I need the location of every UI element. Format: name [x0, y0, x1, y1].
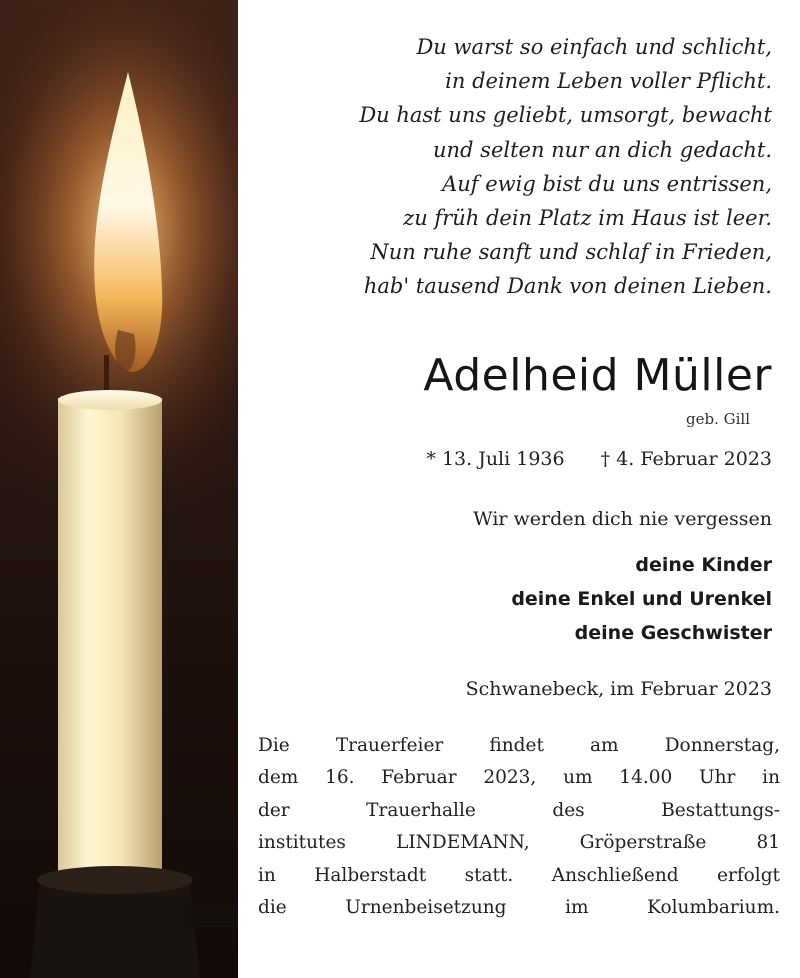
- notice-line: der Trauerhalle des Bestattungs-: [258, 799, 780, 821]
- candle-icon: [0, 0, 238, 978]
- poem-line: Nun ruhe sanft und schlaf in Frieden,: [370, 240, 772, 265]
- poem-line: zu früh dein Platz im Haus ist leer.: [403, 206, 772, 231]
- poem-line: Du hast uns geliebt, umsorgt, bewacht: [359, 103, 772, 128]
- funeral-notice: [258, 730, 780, 924]
- poem-line: und selten nur an dich gedacht.: [433, 137, 772, 162]
- birth-date: * 13. Juli 1936: [426, 448, 565, 470]
- candle-photo: [0, 0, 238, 978]
- place-date: Schwanebeck, im Februar 2023: [465, 678, 772, 700]
- obituary-text: [250, 0, 780, 978]
- notice-line: dem 16. Februar 2023, um 14.00 Uhr in: [258, 767, 780, 789]
- poem-line: Auf ewig bist du uns entrissen,: [442, 171, 772, 196]
- notice-line: die Urnenbeisetzung im Kolumbarium.: [258, 897, 780, 919]
- memory-line: Wir werden dich nie vergessen: [473, 508, 772, 530]
- notice-line: in Halberstadt statt. Anschließend erfolgt: [258, 864, 780, 886]
- mourners: [511, 548, 772, 650]
- mourner-line: deine Enkel und Urenkel: [511, 588, 772, 610]
- death-date: † 4. Februar 2023: [600, 448, 772, 470]
- notice-line: institutes LINDEMANN, Gröperstraße 81: [258, 832, 780, 854]
- poem-line: in deinem Leben voller Pflicht.: [445, 69, 772, 94]
- poem: [252, 30, 772, 304]
- life-dates: [426, 448, 772, 470]
- notice-line: Die Trauerfeier findet am Donnerstag,: [258, 735, 780, 756]
- poem-line: Du warst so einfach und schlicht,: [416, 35, 772, 59]
- poem-line: hab' tausend Dank von deinen Lieben.: [363, 274, 772, 299]
- deceased-name: Adelheid Müller: [423, 350, 772, 401]
- mourner-line: deine Geschwister: [574, 622, 772, 644]
- mourner-line: deine Kinder: [635, 554, 772, 576]
- maiden-name: geb. Gill: [686, 410, 750, 428]
